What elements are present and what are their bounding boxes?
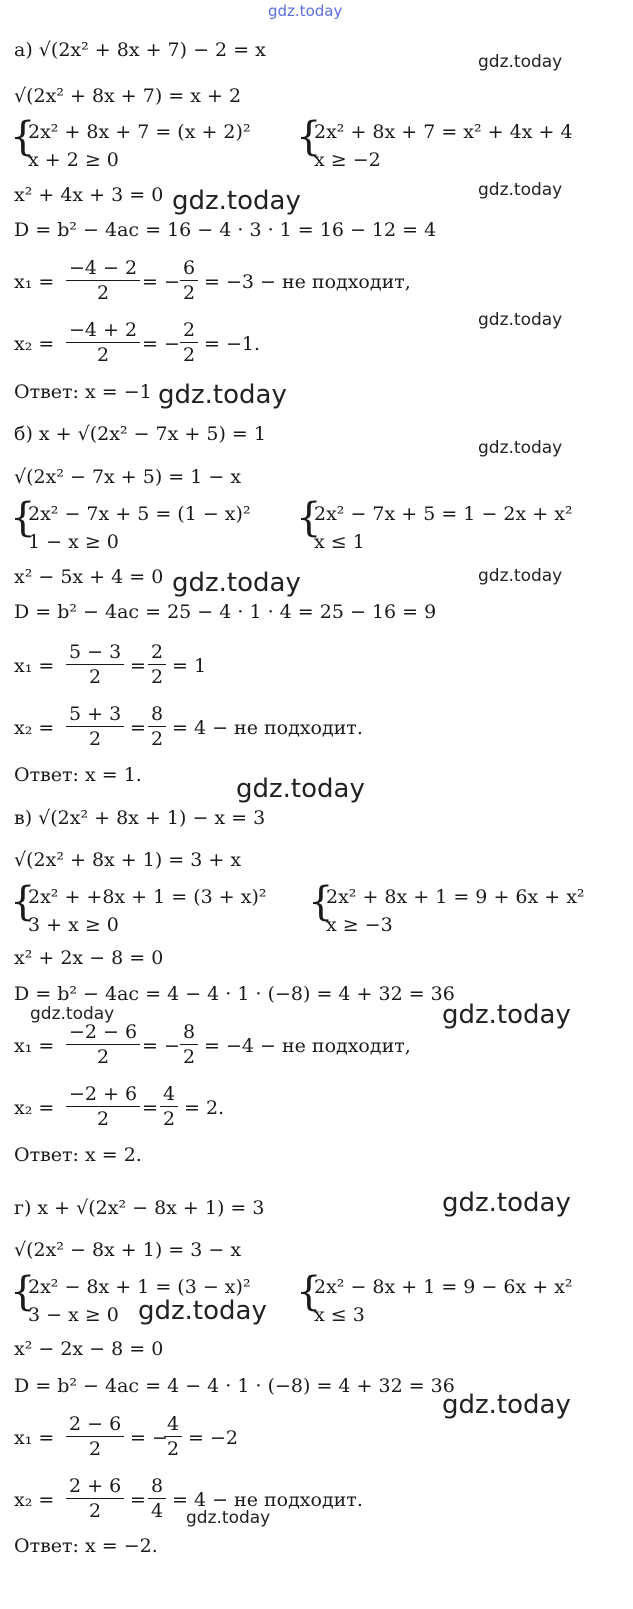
part-a-discriminant: D = b² − 4ac = 16 − 4 · 3 · 1 = 16 − 12 = 4 xyxy=(14,219,437,241)
part-d-x1-fraction xyxy=(66,1412,124,1461)
denominator: 2 xyxy=(151,728,164,750)
part-b-x2-rest: = 4 − не подходит. xyxy=(172,717,363,739)
watermark: gdz.today xyxy=(478,566,563,586)
part-d-sys1-top: 2x² − 8x + 1 = (3 − x)² xyxy=(28,1276,251,1298)
numerator: 4 xyxy=(160,1082,178,1107)
part-a-line1: √(2x² + 8x + 7) − 2 = x xyxy=(38,39,266,61)
part-c-sys2-top: 2x² + 8x + 1 = 9 + 6x + x² xyxy=(326,886,585,908)
denominator: 2 xyxy=(97,1046,110,1068)
denominator: 2 xyxy=(183,1046,196,1068)
denominator: 2 xyxy=(97,344,110,366)
part-d-line3: x² − 2x − 8 = 0 xyxy=(14,1338,164,1360)
part-a-x1-fraction2 xyxy=(180,256,198,305)
denominator: 2 xyxy=(151,666,164,688)
denominator: 2 xyxy=(89,1438,102,1460)
part-d-equation xyxy=(14,1196,264,1220)
part-c-x2-mid: = xyxy=(142,1097,158,1119)
denominator: 2 xyxy=(167,1438,180,1460)
part-b-x2-fraction xyxy=(66,702,124,751)
numerator: 5 − 3 xyxy=(66,640,124,665)
watermark: gdz.today xyxy=(172,186,301,216)
numerator: −2 − 6 xyxy=(66,1020,140,1045)
watermark: gdz.today xyxy=(236,774,365,804)
part-a-x2-rest: = −1. xyxy=(204,333,261,355)
denominator: 2 xyxy=(97,282,110,304)
part-d-x2-lhs: x₂ = xyxy=(14,1489,55,1511)
part-b-sys1-top: 2x² − 7x + 5 = (1 − x)² xyxy=(28,503,251,525)
part-b-sys1-bottom: 1 − x ≥ 0 xyxy=(28,531,119,553)
denominator: 2 xyxy=(183,282,196,304)
part-c-x1-fraction xyxy=(66,1020,140,1069)
part-a-x2-fraction2 xyxy=(180,318,198,367)
part-b-x2-mid: = xyxy=(130,717,146,739)
watermark: gdz.today xyxy=(172,568,301,598)
watermark: gdz.today xyxy=(478,180,563,200)
part-c-answer: Ответ: x = 2. xyxy=(14,1144,142,1166)
denominator: 2 xyxy=(89,1500,102,1522)
part-d-label: г) xyxy=(14,1197,32,1219)
part-a-x1-rest: = −3 − не подходит, xyxy=(204,271,411,293)
part-a-sys2-bottom: x ≥ −2 xyxy=(314,149,381,171)
part-c-x1-mid: = − xyxy=(142,1035,180,1057)
numerator: −4 + 2 xyxy=(66,318,140,343)
part-c-x1-lhs: x₁ = xyxy=(14,1035,55,1057)
watermark: gdz.today xyxy=(158,380,287,410)
denominator: 2 xyxy=(97,1108,110,1130)
watermark: gdz.today xyxy=(442,1000,571,1030)
part-a-x2-lhs: x₂ = xyxy=(14,333,55,355)
numerator: 2 xyxy=(148,640,166,665)
part-b-line3: x² − 5x + 4 = 0 xyxy=(14,566,164,588)
numerator: 6 xyxy=(180,256,198,281)
watermark: gdz.today xyxy=(30,1004,115,1024)
numerator: 5 + 3 xyxy=(66,702,124,727)
system-brace: { xyxy=(308,879,334,925)
part-b-discriminant: D = b² − 4ac = 25 − 4 · 1 · 4 = 25 − 16 = 9 xyxy=(14,601,437,623)
denominator: 2 xyxy=(183,344,196,366)
part-c-line2: √(2x² + 8x + 1) = 3 + x xyxy=(14,849,242,871)
part-d-sys2-bottom: x ≤ 3 xyxy=(314,1304,365,1326)
system-brace: { xyxy=(296,1269,322,1315)
watermark: gdz.today xyxy=(478,310,563,330)
part-d-sys1-bottom: 3 − x ≥ 0 xyxy=(28,1304,119,1326)
system-brace: { xyxy=(10,114,36,160)
part-c-x2-lhs: x₂ = xyxy=(14,1097,55,1119)
part-a-x1-mid: = − xyxy=(142,271,180,293)
watermark: gdz.today xyxy=(478,438,563,458)
part-d-x1-lhs: x₁ = xyxy=(14,1427,55,1449)
part-c-label: в) xyxy=(14,807,33,829)
system-brace: { xyxy=(10,1269,36,1315)
part-c-x1-fraction2 xyxy=(180,1020,198,1069)
part-b-x1-lhs: x₁ = xyxy=(14,655,55,677)
numerator: −4 − 2 xyxy=(66,256,140,281)
part-d-x1-rest: = −2 xyxy=(188,1427,238,1449)
numerator: 2 + 6 xyxy=(66,1474,124,1499)
part-a-sys2-top: 2x² + 8x + 7 = x² + 4x + 4 xyxy=(314,121,573,143)
system-brace: { xyxy=(296,114,322,160)
watermark: gdz.today xyxy=(138,1296,267,1326)
part-d-answer: Ответ: x = −2. xyxy=(14,1535,158,1557)
part-c-x1-rest: = −4 − не подходит, xyxy=(204,1035,411,1057)
part-b-line1: x + √(2x² − 7x + 5) = 1 xyxy=(38,423,266,445)
watermark: gdz.today xyxy=(442,1188,571,1218)
part-a-sys1-top: 2x² + 8x + 7 = (x + 2)² xyxy=(28,121,251,143)
part-b-x2-fraction2 xyxy=(148,702,166,751)
part-a-x2-fraction xyxy=(66,318,140,367)
part-c-discriminant: D = b² − 4ac = 4 − 4 · 1 · (−8) = 4 + 32 = 36 xyxy=(14,983,455,1005)
part-a-sys1-bottom: x + 2 ≥ 0 xyxy=(28,149,119,171)
part-a-x1-fraction xyxy=(66,256,140,305)
denominator: 2 xyxy=(163,1108,176,1130)
part-b-line2: √(2x² − 7x + 5) = 1 − x xyxy=(14,466,242,488)
denominator: 2 xyxy=(89,666,102,688)
watermark-top: gdz.today xyxy=(268,2,343,20)
part-c-x2-fraction xyxy=(66,1082,140,1131)
part-c-line1: √(2x² + 8x + 1) − x = 3 xyxy=(38,807,266,829)
part-a-answer: Ответ: x = −1 xyxy=(14,381,152,403)
part-a-line3: x² + 4x + 3 = 0 xyxy=(14,184,164,206)
part-b-x1-mid: = xyxy=(130,655,146,677)
numerator: 4 xyxy=(164,1412,182,1437)
denominator: 2 xyxy=(89,728,102,750)
part-d-sys2-top: 2x² − 8x + 1 = 9 − 6x + x² xyxy=(314,1276,573,1298)
part-a-equation xyxy=(14,38,266,62)
part-d-discriminant: D = b² − 4ac = 4 − 4 · 1 · (−8) = 4 + 32 = 36 xyxy=(14,1375,455,1397)
part-b-x1-fraction xyxy=(66,640,124,689)
watermark: gdz.today xyxy=(478,52,563,72)
part-c-sys1-top: 2x² + +8x + 1 = (3 + x)² xyxy=(28,886,267,908)
part-d-x1-mid: = − xyxy=(130,1427,168,1449)
part-b-sys2-bottom: x ≤ 1 xyxy=(314,531,365,553)
numerator: 2 − 6 xyxy=(66,1412,124,1437)
numerator: 8 xyxy=(180,1020,198,1045)
part-c-x2-rest: = 2. xyxy=(184,1097,225,1119)
part-b-sys2-top: 2x² − 7x + 5 = 1 − 2x + x² xyxy=(314,503,573,525)
numerator: 8 xyxy=(148,702,166,727)
part-d-x2-rest: = 4 − не подходит. xyxy=(172,1489,363,1511)
part-a-x1-lhs: x₁ = xyxy=(14,271,55,293)
system-brace: { xyxy=(10,879,36,925)
denominator: 4 xyxy=(151,1500,164,1522)
part-d-x2-fraction xyxy=(66,1474,124,1523)
part-c-sys2-bottom: x ≥ −3 xyxy=(326,914,393,936)
part-a-x2-mid: = − xyxy=(142,333,180,355)
part-d-line2: √(2x² − 8x + 1) = 3 − x xyxy=(14,1239,242,1261)
numerator: −2 + 6 xyxy=(66,1082,140,1107)
part-b-equation xyxy=(14,422,266,446)
part-b-label: б) xyxy=(14,423,33,445)
part-a-line2: √(2x² + 8x + 7) = x + 2 xyxy=(14,85,242,107)
watermark: gdz.today xyxy=(442,1390,571,1420)
part-d-x2-fraction2 xyxy=(148,1474,166,1523)
system-brace: { xyxy=(296,495,322,541)
part-b-x1-fraction2 xyxy=(148,640,166,689)
part-d-x1-fraction2 xyxy=(164,1412,182,1461)
part-c-sys1-bottom: 3 + x ≥ 0 xyxy=(28,914,119,936)
system-brace: { xyxy=(10,495,36,541)
part-b-x1-rest: = 1 xyxy=(172,655,207,677)
part-c-equation xyxy=(14,806,265,830)
part-c-line3: x² + 2x − 8 = 0 xyxy=(14,947,164,969)
part-c-x2-fraction2 xyxy=(160,1082,178,1131)
numerator: 8 xyxy=(148,1474,166,1499)
watermark: gdz.today xyxy=(186,1508,271,1528)
part-d-x2-mid: = xyxy=(130,1489,146,1511)
numerator: 2 xyxy=(180,318,198,343)
part-b-answer: Ответ: x = 1. xyxy=(14,764,142,786)
part-a-label: а) xyxy=(14,39,33,61)
part-b-x2-lhs: x₂ = xyxy=(14,717,55,739)
part-d-line1: x + √(2x² − 8x + 1) = 3 xyxy=(37,1197,265,1219)
